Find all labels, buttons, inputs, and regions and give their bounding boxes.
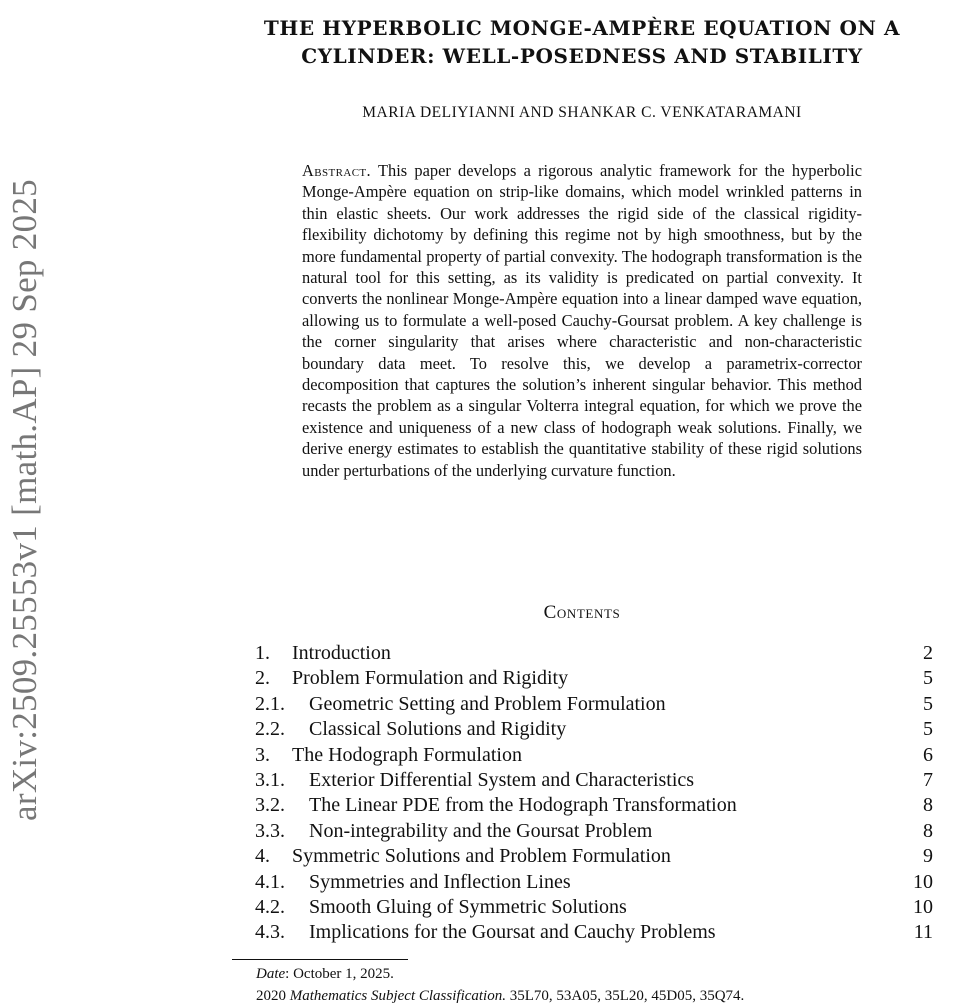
- paper-title: [240, 14, 924, 70]
- toc-entry-title: The Hodograph Formulation: [292, 743, 522, 766]
- toc-entry-title: Problem Formulation and Rigidity: [292, 667, 569, 690]
- toc-entry[interactable]: [255, 717, 933, 742]
- toc-entry-page: 8: [923, 819, 933, 842]
- arxiv-identifier: arXiv:2509.25553v1 [math.AP] 29 Sep 2025: [5, 179, 44, 821]
- toc-entry-title: Smooth Gluing of Symmetric Solutions: [309, 895, 627, 918]
- toc-entry-page: 5: [923, 718, 933, 741]
- toc-entry-title: Exterior Differential System and Characteristics: [309, 768, 695, 791]
- toc-entry[interactable]: [255, 793, 933, 818]
- toc-entry[interactable]: [255, 692, 933, 717]
- footnote-rule: [232, 959, 408, 960]
- abstract-text: This paper develops a rigorous analytic framework for the hyperbolic Monge-Ampère equation on strip-like domains, which model wrinkled patterns in thin elastic sheets. Our work addresses the rigid side of the classical rigidity-flexibility dichotomy by defining this regime not by high smoothness, but by the more fundamental property of partial convexity. The hodograph transformation is the natural tool for this setting, as its validity is predicated on partial convexity. It converts the nonlinear Monge-Ampère equation into a linear damped wave equation, allowing us to formulate a well-posed Cauchy-Goursat problem. A key challenge is the corner singularity that arises where characteristic and non-characteristic boundary data meet. To resolve this, we develop a parametrix-corrector decomposition that captures the solution’s inherent singular behavior. This method recasts the problem as a singular Volterra integral equation, for which we prove the existence and uniqueness of a new class of hodograph weak solutions. Finally, we derive energy estimates to establish the quantitative stability of these rigid solutions under perturbations of the underlying curvature function.: [302, 161, 863, 480]
- toc-entry-title: Symmetries and Inflection Lines: [309, 870, 571, 893]
- toc-entry-page: 7: [923, 768, 933, 791]
- date-value: : October 1, 2025.: [285, 966, 394, 982]
- toc-entry-number: 3.: [255, 743, 270, 766]
- abstract: [302, 160, 862, 481]
- toc-entry-page: 10: [913, 870, 933, 893]
- title-line-1: THE HYPERBOLIC MONGE-AMPÈRE EQUATION ON A: [263, 16, 901, 40]
- toc-entry-page: 5: [923, 692, 933, 715]
- toc-entry[interactable]: [255, 641, 933, 666]
- toc-entry-title: Symmetric Solutions and Problem Formulation: [292, 845, 671, 868]
- toc-entry-number: 4.2.: [255, 895, 285, 918]
- toc-entry-number: 1.: [255, 642, 270, 664]
- msc-prefix: 2020: [256, 988, 290, 1004]
- toc-entry-number: 4.: [255, 845, 270, 868]
- toc-entry-page: 8: [923, 794, 933, 817]
- toc-entry-page: 11: [913, 921, 933, 944]
- toc-entry-title: Non-integrability and the Goursat Problem: [309, 819, 653, 842]
- toc-entry[interactable]: [255, 870, 933, 895]
- toc-entry-page: 10: [913, 895, 933, 918]
- footnote-date: [256, 966, 394, 983]
- toc-entry-title: Classical Solutions and Rigidity: [309, 718, 567, 741]
- abstract-label: Abstract.: [302, 161, 372, 180]
- toc-entry[interactable]: [255, 743, 933, 768]
- title-line-2: CYLINDER: WELL-POSEDNESS AND STABILITY: [301, 44, 863, 68]
- toc-entry[interactable]: [255, 819, 933, 844]
- toc-entry-number: 3.3.: [255, 819, 285, 842]
- toc-entry-title: The Linear PDE from the Hodograph Transformation: [309, 794, 737, 817]
- toc-entry[interactable]: [255, 895, 933, 920]
- toc-entry-page: 6: [923, 743, 933, 766]
- footnote-msc: [256, 988, 744, 1005]
- toc-entry-page: 2: [923, 642, 933, 664]
- table-of-contents: [255, 641, 933, 946]
- toc-entry[interactable]: [255, 666, 933, 691]
- toc-entry[interactable]: [255, 920, 933, 945]
- msc-value: 35L70, 53A05, 35L20, 45D05, 35Q74.: [505, 988, 745, 1004]
- toc-entry-number: 3.2.: [255, 794, 285, 817]
- toc-entry-number: 4.1.: [255, 870, 285, 893]
- toc-entry-page: 5: [923, 667, 933, 690]
- toc-entry-title: Implications for the Goursat and Cauchy Problems: [309, 921, 716, 944]
- contents-heading: Contents: [543, 602, 621, 623]
- toc-entry-page: 9: [923, 845, 933, 868]
- toc-entry[interactable]: [255, 844, 933, 869]
- toc-entry-title: Introduction: [292, 642, 391, 664]
- toc-entry-title: Geometric Setting and Problem Formulation: [309, 692, 666, 715]
- toc-entry[interactable]: [255, 768, 933, 793]
- toc-entry-number: 4.3.: [255, 921, 285, 944]
- toc-entry-number: 2.: [255, 667, 270, 690]
- author-list: MARIA DELIYIANNI AND SHANKAR C. VENKATARAMANI: [362, 104, 802, 121]
- date-label: Date: [256, 966, 286, 982]
- msc-label: Mathematics Subject Classification.: [289, 988, 506, 1004]
- toc-entry-number: 2.1.: [255, 692, 285, 715]
- arxiv-sidebar-stamp: [2, 120, 48, 880]
- toc-entry-number: 3.1.: [255, 768, 285, 791]
- toc-entry-number: 2.2.: [255, 718, 285, 741]
